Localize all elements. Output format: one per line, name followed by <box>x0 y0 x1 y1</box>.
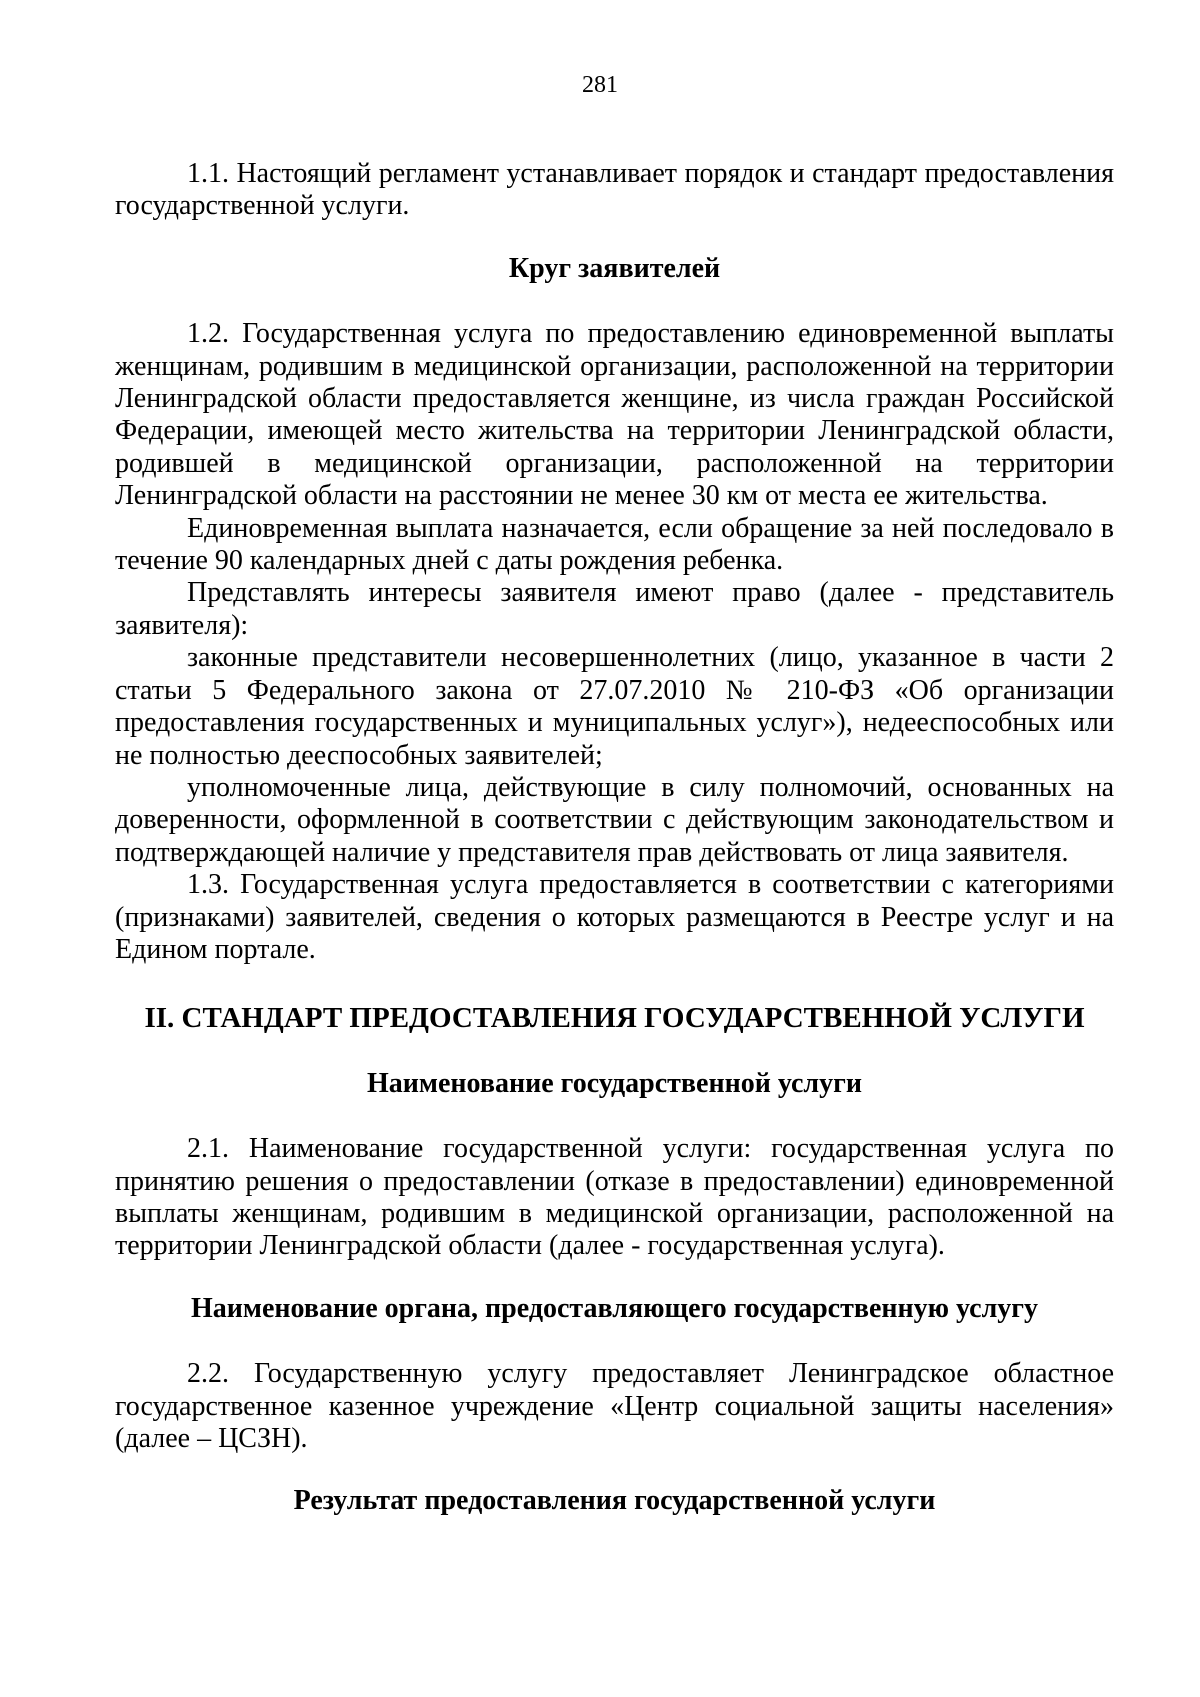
paragraph-1-3: 1.3. Государственная услуга предоставляется в соответствии с категориями (признаками) заявителей, сведения о которых размещаются в Реестре услуг и на Едином портале. <box>115 869 1114 965</box>
paragraph-authorized-persons: уполномоченные лица, действующие в силу полномочий, основанных на доверенности, оформленной в соответствии с действующим законодательством и подтверждающей наличие у представителя прав действовать от лица заявителя. <box>115 771 1114 868</box>
paragraph-1-2: 1.2. Государственная услуга по предоставлению единовременной выплаты женщинам, родившим в медицинской организации, расположенной на территории Ленинградской области предоставляется женщине, из числа граждан Российской Федерации, имеющей место жительства на территории Ленинградской области, родившей в медицинской организации, расположенной на территории Ленинградской области на расстоянии не менее 30 км от места ее жительства. <box>115 318 1114 512</box>
paragraph-payment-term: Единовременная выплата назначается, если обращение за ней последовало в течение 90 календарных дней с даты рождения ребенка. <box>115 512 1114 577</box>
page-number: 281 <box>582 72 618 98</box>
paragraph-1-1: 1.1. Настоящий регламент устанавливает порядок и стандарт предоставления государственной услуги. <box>115 158 1114 222</box>
heading-service-name: Наименование государственной услуги <box>367 1067 862 1099</box>
heading-providing-body: Наименование органа, предоставляющего государственную услугу <box>190 1292 1039 1324</box>
paragraph-representatives: Представлять интересы заявителя имеют право (далее - представитель заявителя): <box>115 577 1114 641</box>
heading-service-result: Результат предоставления государственной услуги <box>293 1485 936 1517</box>
document-body <box>115 158 1114 1518</box>
paragraph-legal-representatives: законные представители несовершеннолетних (лицо, указанное в части 2 статьи 5 Федерального закона от 27.07.2010 № 210-ФЗ «Об организации предоставления государственных и муниципальных услуг»), недееспособных или не полностью дееспособных заявителей; <box>115 642 1114 771</box>
section-2-title: II. СТАНДАРТ ПРЕДОСТАВЛЕНИЯ ГОСУДАРСТВЕННОЙ УСЛУГИ <box>144 1002 1085 1035</box>
paragraph-2-1: 2.1. Наименование государственной услуги: государственная услуга по принятию решения о предоставлении (отказе в предоставлении) единовременной выплаты женщинам, родившим в медицинской организации, расположенной на территории Ленинградской области (далее - государственная услуга). <box>115 1133 1114 1262</box>
paragraph-2-2: 2.2. Государственную услугу предоставляет Ленинградское областное государственное казенное учреждение «Центр социальной защиты населения» (далее – ЦСЗН). <box>115 1358 1114 1454</box>
heading-applicants: Круг заявителей <box>508 252 721 284</box>
